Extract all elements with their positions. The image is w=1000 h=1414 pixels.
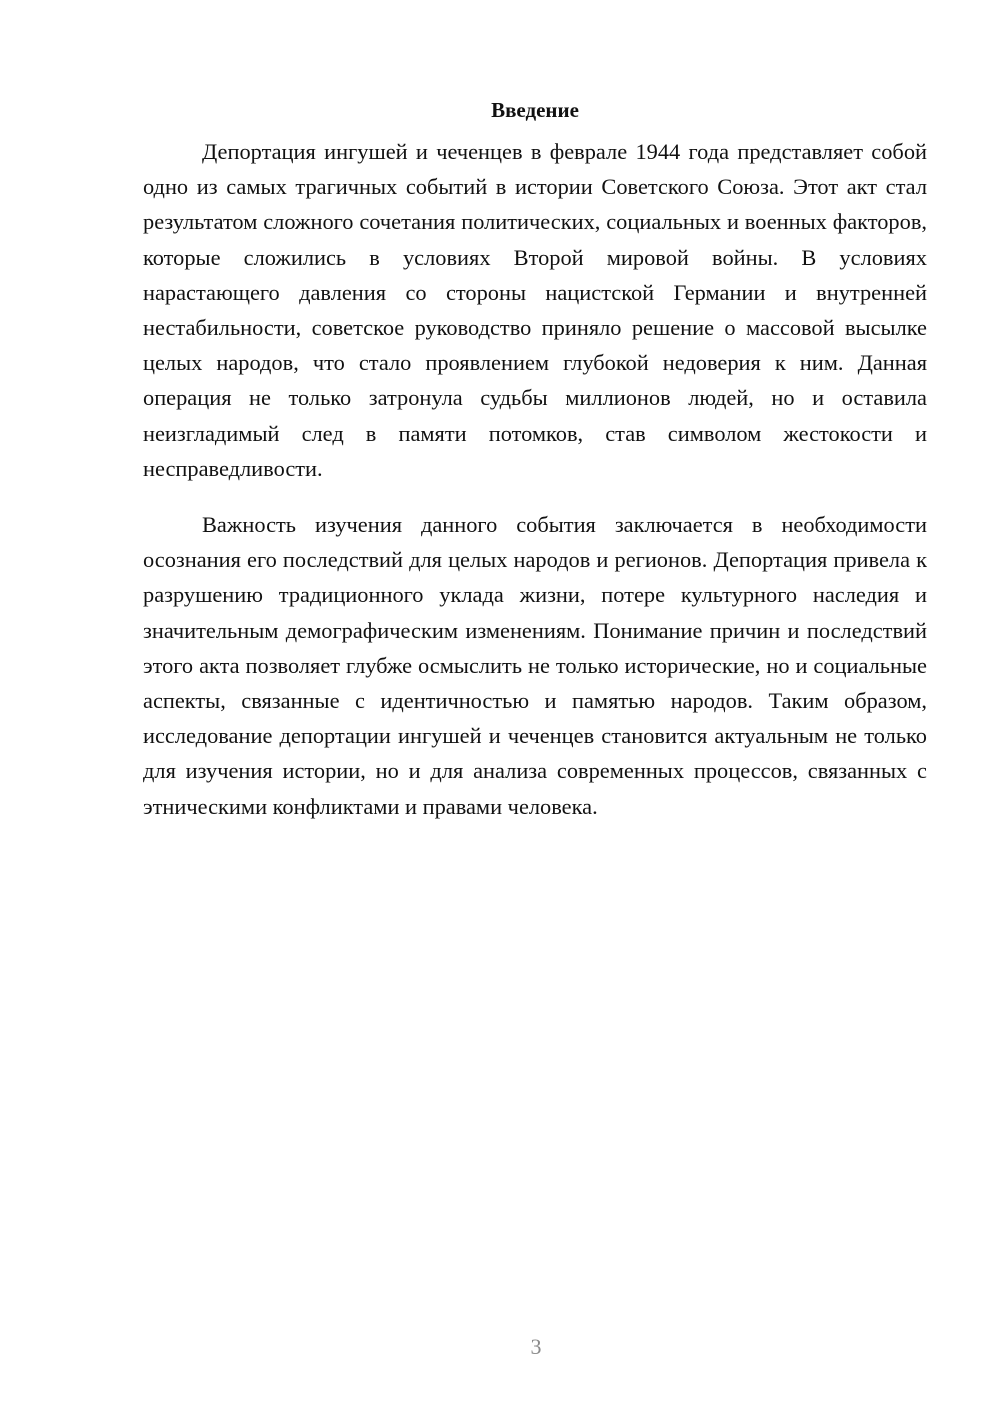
page-number: 3 (530, 1334, 542, 1359)
paragraph-2: Важность изучения данного события заключается в необходимости осознания его последствий для целых народов и регионов. Депортация привела к разрушению традиционного уклада жизни, потере культурного наследия и значительным демографическим изменениям. Понимание причин и последствий этого акта позволяет глубже осмыслить не только исторические, но и социальные аспекты, связанные с идентичностью и памятью народов. Таким образом, исследование депортации ингушей и чеченцев становится актуальным не только для изучения истории, но и для анализа современных процессов, связанных с этническими конфликтами и правами человека. (143, 512, 927, 819)
paragraph-1: Депортация ингушей и чеченцев в феврале 1944 года представляет собой одно из самых трагичных событий в истории Советского Союза. Этот акт стал результатом сложного сочетания политических, социальных и военных факторов, которые сложились в условиях Второй мировой войны. В условиях нарастающего давления со стороны нацистской Германии и внутренней нестабильности, советское руководство приняло решение о массовой высылке целых народов, что стало проявлением глубокой недоверия к ним. Данная операция не только затронула судьбы миллионов людей, но и оставила неизгладимый след в памяти потомков, став символом жестокости и несправедливости. (143, 139, 927, 481)
page-content (143, 96, 927, 824)
section-title: Введение (491, 98, 579, 122)
